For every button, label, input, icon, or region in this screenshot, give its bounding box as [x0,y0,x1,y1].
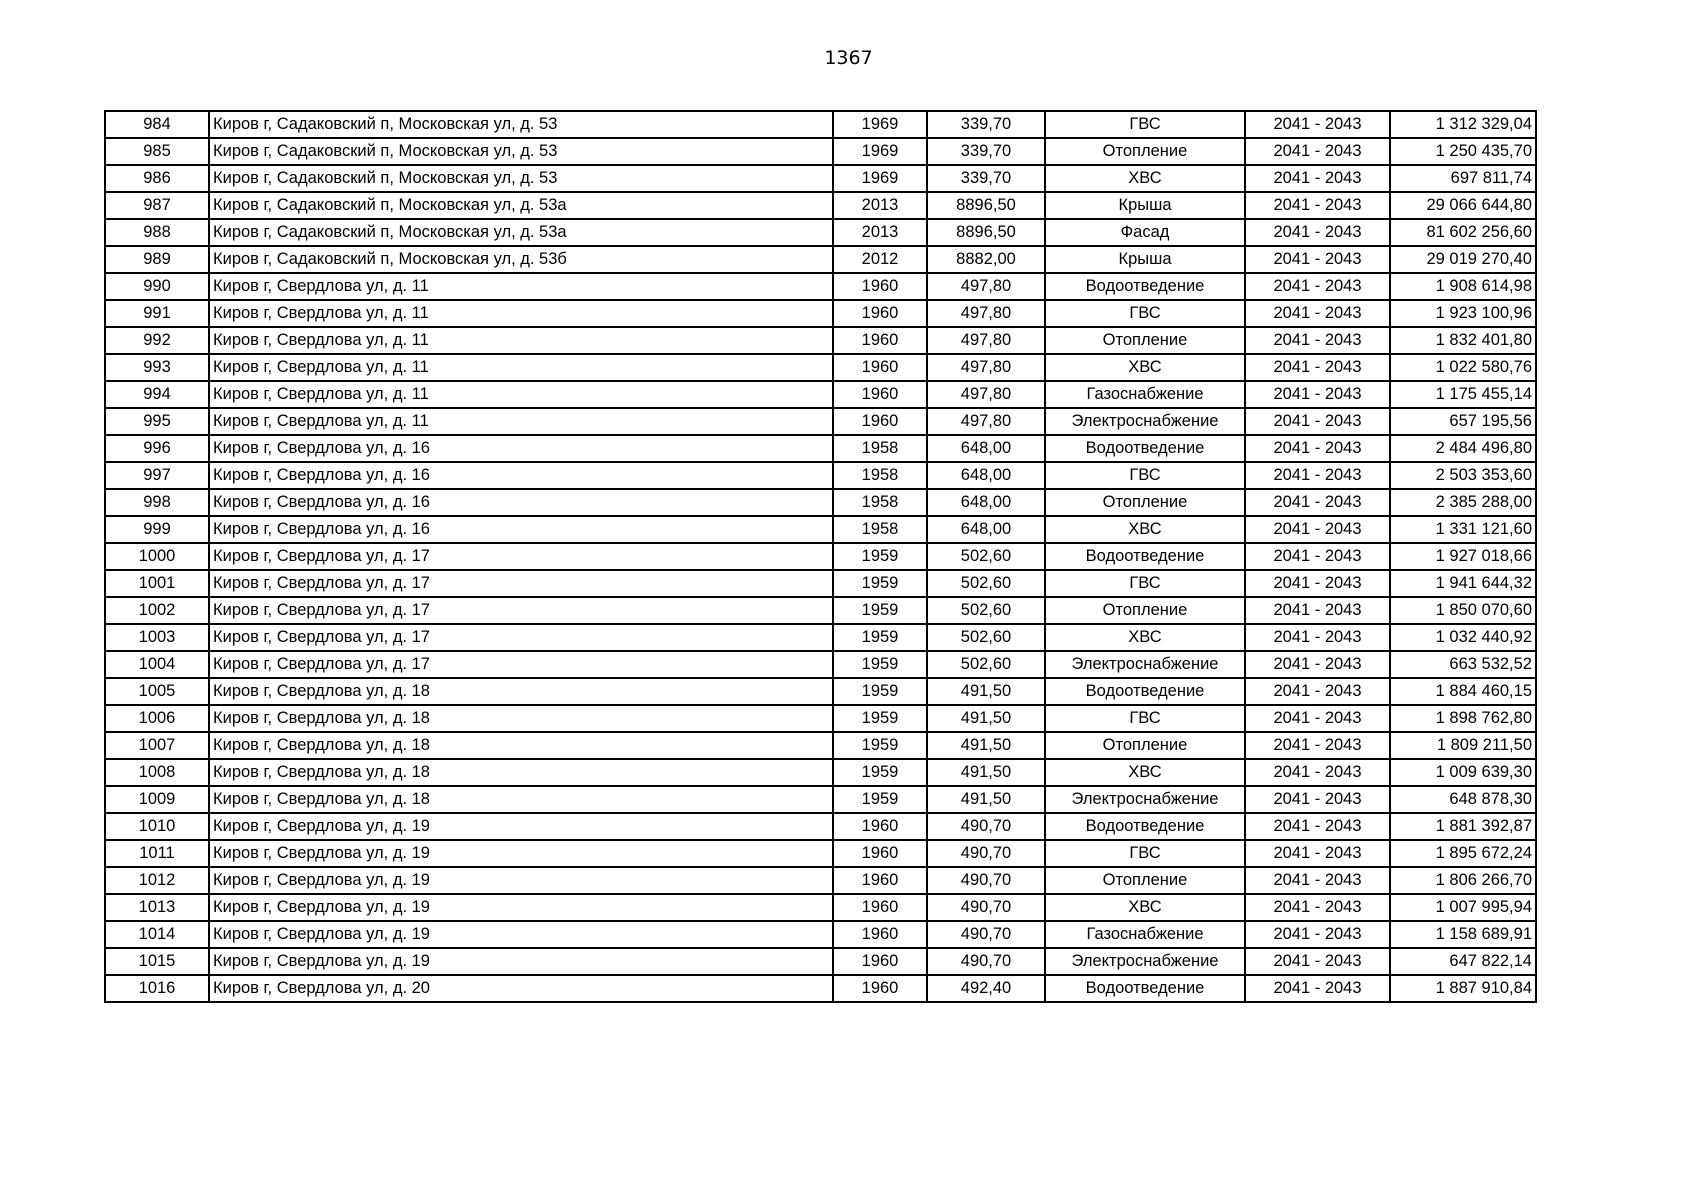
area-cell: 648,00 [927,516,1045,543]
cost-cell: 697 811,74 [1390,165,1536,192]
area-cell: 490,70 [927,840,1045,867]
work-type-cell: Фасад [1045,219,1245,246]
area-cell: 8896,50 [927,219,1045,246]
row-number-cell: 1013 [105,894,209,921]
build-year-cell: 1960 [833,354,927,381]
work-type-cell: ГВС [1045,570,1245,597]
period-cell: 2041 - 2043 [1245,246,1390,273]
build-year-cell: 1960 [833,948,927,975]
row-number-cell: 1010 [105,813,209,840]
work-type-cell: Газоснабжение [1045,381,1245,408]
area-cell: 339,70 [927,165,1045,192]
row-number-cell: 1016 [105,975,209,1002]
area-cell: 491,50 [927,786,1045,813]
cost-cell: 1 832 401,80 [1390,327,1536,354]
table-row [105,165,1536,192]
row-number-cell: 999 [105,516,209,543]
row-number-cell: 1007 [105,732,209,759]
cost-cell: 29 019 270,40 [1390,246,1536,273]
area-cell: 491,50 [927,759,1045,786]
cost-cell: 81 602 256,60 [1390,219,1536,246]
build-year-cell: 1960 [833,867,927,894]
cost-cell: 1 032 440,92 [1390,624,1536,651]
work-type-cell: Электроснабжение [1045,786,1245,813]
table-row [105,759,1536,786]
period-cell: 2041 - 2043 [1245,354,1390,381]
period-cell: 2041 - 2043 [1245,948,1390,975]
area-cell: 490,70 [927,894,1045,921]
period-cell: 2041 - 2043 [1245,624,1390,651]
area-cell: 490,70 [927,813,1045,840]
period-cell: 2041 - 2043 [1245,570,1390,597]
cost-cell: 1 312 329,04 [1390,111,1536,138]
work-type-cell: Крыша [1045,246,1245,273]
table-row [105,462,1536,489]
row-number-cell: 995 [105,408,209,435]
area-cell: 502,60 [927,651,1045,678]
table-row [105,246,1536,273]
work-type-cell: ХВС [1045,165,1245,192]
cost-cell: 648 878,30 [1390,786,1536,813]
address-cell: Киров г, Садаковский п, Московская ул, д. 53 [209,111,833,138]
period-cell: 2041 - 2043 [1245,894,1390,921]
period-cell: 2041 - 2043 [1245,516,1390,543]
period-cell: 2041 - 2043 [1245,975,1390,1002]
table-row [105,300,1536,327]
table-body [105,111,1536,1002]
row-number-cell: 996 [105,435,209,462]
cost-cell: 663 532,52 [1390,651,1536,678]
address-cell: Киров г, Свердлова ул, д. 19 [209,948,833,975]
row-number-cell: 1002 [105,597,209,624]
build-year-cell: 1969 [833,138,927,165]
row-number-cell: 988 [105,219,209,246]
work-type-cell: Водоотведение [1045,813,1245,840]
build-year-cell: 1960 [833,408,927,435]
period-cell: 2041 - 2043 [1245,408,1390,435]
area-cell: 502,60 [927,570,1045,597]
period-cell: 2041 - 2043 [1245,786,1390,813]
table-row [105,138,1536,165]
row-number-cell: 1009 [105,786,209,813]
address-cell: Киров г, Свердлова ул, д. 19 [209,894,833,921]
area-cell: 502,60 [927,597,1045,624]
build-year-cell: 1960 [833,327,927,354]
table-row [105,111,1536,138]
address-cell: Киров г, Свердлова ул, д. 11 [209,408,833,435]
area-cell: 648,00 [927,489,1045,516]
cost-cell: 1 881 392,87 [1390,813,1536,840]
row-number-cell: 984 [105,111,209,138]
build-year-cell: 1958 [833,462,927,489]
cost-cell: 1 850 070,60 [1390,597,1536,624]
table-row [105,813,1536,840]
row-number-cell: 990 [105,273,209,300]
address-cell: Киров г, Свердлова ул, д. 18 [209,732,833,759]
period-cell: 2041 - 2043 [1245,732,1390,759]
cost-cell: 647 822,14 [1390,948,1536,975]
cost-cell: 1 887 910,84 [1390,975,1536,1002]
table-row [105,435,1536,462]
period-cell: 2041 - 2043 [1245,921,1390,948]
area-cell: 648,00 [927,462,1045,489]
period-cell: 2041 - 2043 [1245,300,1390,327]
table-row [105,489,1536,516]
cost-cell: 2 385 288,00 [1390,489,1536,516]
work-type-cell: ХВС [1045,354,1245,381]
work-type-cell: Отопление [1045,489,1245,516]
address-cell: Киров г, Свердлова ул, д. 17 [209,597,833,624]
cost-cell: 1 806 266,70 [1390,867,1536,894]
address-cell: Киров г, Свердлова ул, д. 16 [209,516,833,543]
address-cell: Киров г, Свердлова ул, д. 19 [209,840,833,867]
area-cell: 497,80 [927,408,1045,435]
build-year-cell: 1959 [833,597,927,624]
work-type-cell: Водоотведение [1045,975,1245,1002]
area-cell: 8882,00 [927,246,1045,273]
cost-cell: 29 066 644,80 [1390,192,1536,219]
build-year-cell: 1959 [833,732,927,759]
build-year-cell: 2013 [833,219,927,246]
row-number-cell: 1004 [105,651,209,678]
build-year-cell: 1959 [833,651,927,678]
build-year-cell: 1959 [833,624,927,651]
row-number-cell: 986 [105,165,209,192]
build-year-cell: 1960 [833,840,927,867]
work-type-cell: ГВС [1045,705,1245,732]
address-cell: Киров г, Свердлова ул, д. 19 [209,921,833,948]
period-cell: 2041 - 2043 [1245,705,1390,732]
address-cell: Киров г, Свердлова ул, д. 18 [209,759,833,786]
address-cell: Киров г, Свердлова ул, д. 16 [209,462,833,489]
table-row [105,840,1536,867]
period-cell: 2041 - 2043 [1245,597,1390,624]
work-type-cell: ХВС [1045,624,1245,651]
build-year-cell: 1969 [833,165,927,192]
row-number-cell: 1008 [105,759,209,786]
address-cell: Киров г, Садаковский п, Московская ул, д. 53а [209,192,833,219]
cost-cell: 1 941 644,32 [1390,570,1536,597]
work-type-cell: Водоотведение [1045,678,1245,705]
period-cell: 2041 - 2043 [1245,840,1390,867]
row-number-cell: 989 [105,246,209,273]
row-number-cell: 1011 [105,840,209,867]
cost-cell: 1 022 580,76 [1390,354,1536,381]
address-cell: Киров г, Свердлова ул, д. 11 [209,327,833,354]
row-number-cell: 1005 [105,678,209,705]
period-cell: 2041 - 2043 [1245,435,1390,462]
table-row [105,354,1536,381]
period-cell: 2041 - 2043 [1245,273,1390,300]
build-year-cell: 2013 [833,192,927,219]
work-type-cell: Отопление [1045,732,1245,759]
cost-cell: 1 809 211,50 [1390,732,1536,759]
build-year-cell: 1960 [833,921,927,948]
work-type-cell: ГВС [1045,111,1245,138]
address-cell: Киров г, Свердлова ул, д. 20 [209,975,833,1002]
cost-cell: 2 503 353,60 [1390,462,1536,489]
build-year-cell: 1958 [833,516,927,543]
address-cell: Киров г, Свердлова ул, д. 17 [209,543,833,570]
work-type-cell: ХВС [1045,894,1245,921]
period-cell: 2041 - 2043 [1245,813,1390,840]
work-type-cell: Водоотведение [1045,435,1245,462]
table-row [105,651,1536,678]
build-year-cell: 1959 [833,705,927,732]
address-cell: Киров г, Свердлова ул, д. 11 [209,381,833,408]
row-number-cell: 1001 [105,570,209,597]
build-year-cell: 1960 [833,975,927,1002]
work-type-cell: Газоснабжение [1045,921,1245,948]
work-type-cell: Отопление [1045,597,1245,624]
table-row [105,570,1536,597]
table-row [105,273,1536,300]
period-cell: 2041 - 2043 [1245,327,1390,354]
table-row [105,867,1536,894]
address-cell: Киров г, Свердлова ул, д. 19 [209,867,833,894]
row-number-cell: 1014 [105,921,209,948]
area-cell: 490,70 [927,948,1045,975]
address-cell: Киров г, Свердлова ул, д. 16 [209,435,833,462]
area-cell: 497,80 [927,300,1045,327]
cost-cell: 1 898 762,80 [1390,705,1536,732]
cost-cell: 1 009 639,30 [1390,759,1536,786]
table-row [105,786,1536,813]
row-number-cell: 993 [105,354,209,381]
period-cell: 2041 - 2043 [1245,192,1390,219]
cost-cell: 2 484 496,80 [1390,435,1536,462]
period-cell: 2041 - 2043 [1245,489,1390,516]
build-year-cell: 1959 [833,570,927,597]
row-number-cell: 1000 [105,543,209,570]
build-year-cell: 1959 [833,678,927,705]
table-row [105,516,1536,543]
cost-cell: 657 195,56 [1390,408,1536,435]
period-cell: 2041 - 2043 [1245,462,1390,489]
build-year-cell: 2012 [833,246,927,273]
period-cell: 2041 - 2043 [1245,678,1390,705]
cost-cell: 1 923 100,96 [1390,300,1536,327]
row-number-cell: 998 [105,489,209,516]
build-year-cell: 1960 [833,381,927,408]
period-cell: 2041 - 2043 [1245,867,1390,894]
row-number-cell: 1012 [105,867,209,894]
period-cell: 2041 - 2043 [1245,381,1390,408]
address-cell: Киров г, Свердлова ул, д. 17 [209,651,833,678]
build-year-cell: 1960 [833,813,927,840]
period-cell: 2041 - 2043 [1245,219,1390,246]
table-row [105,975,1536,1002]
row-number-cell: 991 [105,300,209,327]
table-row [105,192,1536,219]
table-row [105,624,1536,651]
cost-cell: 1 250 435,70 [1390,138,1536,165]
table-row [105,219,1536,246]
row-number-cell: 1015 [105,948,209,975]
period-cell: 2041 - 2043 [1245,759,1390,786]
row-number-cell: 1006 [105,705,209,732]
table-row [105,894,1536,921]
build-year-cell: 1959 [833,759,927,786]
row-number-cell: 987 [105,192,209,219]
area-cell: 502,60 [927,543,1045,570]
build-year-cell: 1969 [833,111,927,138]
area-cell: 497,80 [927,273,1045,300]
address-cell: Киров г, Садаковский п, Московская ул, д. 53 [209,138,833,165]
cost-cell: 1 007 995,94 [1390,894,1536,921]
address-cell: Киров г, Свердлова ул, д. 17 [209,570,833,597]
period-cell: 2041 - 2043 [1245,165,1390,192]
cost-cell: 1 895 672,24 [1390,840,1536,867]
area-cell: 339,70 [927,111,1045,138]
cost-cell: 1 331 121,60 [1390,516,1536,543]
page-number: 1367 [824,47,873,69]
work-type-cell: Отопление [1045,138,1245,165]
area-cell: 8896,50 [927,192,1045,219]
table-row [105,948,1536,975]
cost-cell: 1 908 614,98 [1390,273,1536,300]
work-type-cell: Электроснабжение [1045,408,1245,435]
build-year-cell: 1959 [833,543,927,570]
address-cell: Киров г, Свердлова ул, д. 11 [209,300,833,327]
area-cell: 491,50 [927,705,1045,732]
build-year-cell: 1960 [833,894,927,921]
address-cell: Киров г, Садаковский п, Московская ул, д. 53 [209,165,833,192]
period-cell: 2041 - 2043 [1245,543,1390,570]
address-cell: Киров г, Свердлова ул, д. 11 [209,273,833,300]
repair-schedule-table [104,110,1537,1003]
build-year-cell: 1958 [833,489,927,516]
period-cell: 2041 - 2043 [1245,138,1390,165]
table-row [105,408,1536,435]
address-cell: Киров г, Свердлова ул, д. 18 [209,786,833,813]
address-cell: Киров г, Свердлова ул, д. 19 [209,813,833,840]
work-type-cell: ГВС [1045,462,1245,489]
work-type-cell: Водоотведение [1045,543,1245,570]
work-type-cell: Водоотведение [1045,273,1245,300]
area-cell: 490,70 [927,921,1045,948]
area-cell: 497,80 [927,381,1045,408]
address-cell: Киров г, Садаковский п, Московская ул, д. 53б [209,246,833,273]
cost-cell: 1 158 689,91 [1390,921,1536,948]
address-cell: Киров г, Свердлова ул, д. 17 [209,624,833,651]
work-type-cell: Крыша [1045,192,1245,219]
area-cell: 497,80 [927,327,1045,354]
table-row [105,732,1536,759]
table-row [105,381,1536,408]
row-number-cell: 997 [105,462,209,489]
work-type-cell: ГВС [1045,840,1245,867]
table-row [105,678,1536,705]
table-row [105,597,1536,624]
area-cell: 339,70 [927,138,1045,165]
work-type-cell: ГВС [1045,300,1245,327]
row-number-cell: 1003 [105,624,209,651]
cost-cell: 1 884 460,15 [1390,678,1536,705]
work-type-cell: Электроснабжение [1045,948,1245,975]
row-number-cell: 985 [105,138,209,165]
work-type-cell: Отопление [1045,867,1245,894]
work-type-cell: Отопление [1045,327,1245,354]
address-cell: Киров г, Свердлова ул, д. 16 [209,489,833,516]
build-year-cell: 1960 [833,273,927,300]
area-cell: 502,60 [927,624,1045,651]
cost-cell: 1 175 455,14 [1390,381,1536,408]
area-cell: 648,00 [927,435,1045,462]
area-cell: 490,70 [927,867,1045,894]
area-cell: 492,40 [927,975,1045,1002]
build-year-cell: 1960 [833,300,927,327]
work-type-cell: ХВС [1045,759,1245,786]
cost-cell: 1 927 018,66 [1390,543,1536,570]
address-cell: Киров г, Садаковский п, Московская ул, д. 53а [209,219,833,246]
area-cell: 491,50 [927,678,1045,705]
work-type-cell: ХВС [1045,516,1245,543]
build-year-cell: 1958 [833,435,927,462]
table-row [105,921,1536,948]
address-cell: Киров г, Свердлова ул, д. 11 [209,354,833,381]
area-cell: 491,50 [927,732,1045,759]
build-year-cell: 1959 [833,786,927,813]
table-row [105,705,1536,732]
period-cell: 2041 - 2043 [1245,111,1390,138]
row-number-cell: 992 [105,327,209,354]
row-number-cell: 994 [105,381,209,408]
table-row [105,327,1536,354]
area-cell: 497,80 [927,354,1045,381]
table-row [105,543,1536,570]
address-cell: Киров г, Свердлова ул, д. 18 [209,705,833,732]
work-type-cell: Электроснабжение [1045,651,1245,678]
address-cell: Киров г, Свердлова ул, д. 18 [209,678,833,705]
period-cell: 2041 - 2043 [1245,651,1390,678]
